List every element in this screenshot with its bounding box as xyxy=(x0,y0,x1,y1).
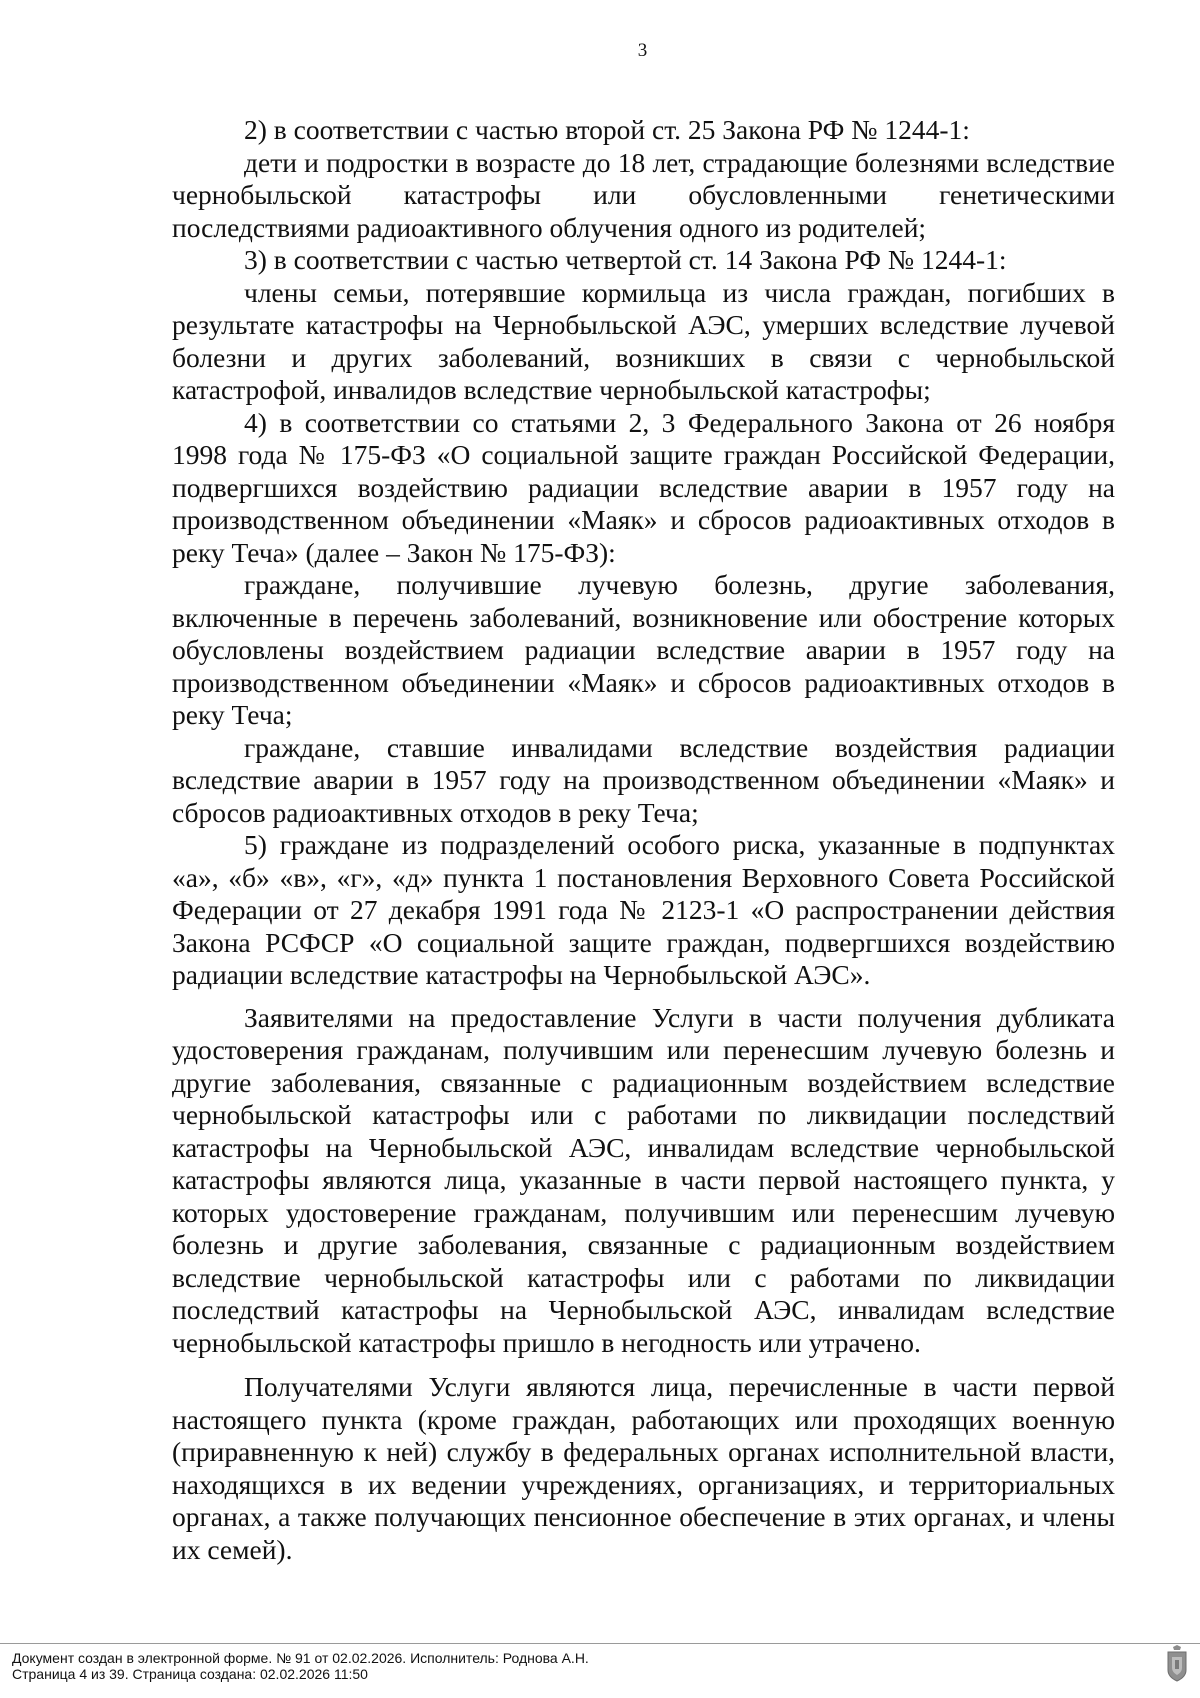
paragraph-disabled-citizens: граждане, ставшие инвалидами вследствие воздействия радиации вследствие аварии в 1957 году на производственном объединении «Маяк» и сбросов радиоактивных отходов в реку Теча; xyxy=(172,731,1115,828)
footer-document-info: Документ создан в электронной форме. № 91 от 02.02.2026. Исполнитель: Роднова А.Н. xyxy=(12,1650,589,1666)
paragraph-item-3: 3) в соответствии с частью четвертой ст. 14 Закона РФ № 1244-1: xyxy=(244,244,1007,275)
coat-of-arms-icon xyxy=(1164,1644,1190,1684)
paragraph-item-5: 5) граждане из подразделений особого риска, указанные в подпунктах «а», «б» «в», «г», «д» пункта 1 постановления Верховного Совета Российской Федерации от 27 декабря 1991 года № 2123-1 «О распространении действия Закона РСФСР «О социальной защите граждан, подвергшихся воздействию радиации вследствие катастрофы на Чернобыльской АЭС». xyxy=(172,829,1115,990)
page-number: 3 xyxy=(637,40,648,61)
paragraph-applicants-duplicate: Заявителями на предоставление Услуги в части получения дубликата удостоверения гражданам, получившим или перенесшим лучевую болезнь и другие заболевания, связанные с радиационным воздействием вследствие чернобыльской катастрофы или с работами по ликвидации последствий катастрофы на Чернобыльской АЭС, инвалидам вследствие чернобыльской катастрофы являются лица, указанные в части первой настоящего пункта, у которых удостоверение гражданам, получившим или перенесшим лучевую болезнь и другие заболевания, связанные с радиационным воздействием вследствие чернобыльской катастрофы или с работами по ликвидации последствий катастрофы на Чернобыльской АЭС, инвалидам вследствие чернобыльской катастрофы пришло в негодность или утрачено. xyxy=(172,1001,1115,1358)
document-body xyxy=(172,114,1115,1566)
paragraph-item-4: 4) в соответствии со статьями 2, 3 Федерального Закона от 26 ноября 1998 года № 175-ФЗ «О социальной защите граждан Российской Федерации, подвергшихся воздействию радиации вследствие аварии в 1957 году на производственном объединении «Маяк» и сбросов радиоактивных отходов в реку Теча» (далее – Закон № 175-ФЗ): xyxy=(172,406,1115,568)
paragraph-children: дети и подростки в возрасте до 18 лет, страдающие болезнями вследствие чернобыльской катастрофы или обусловленными генетическими последствиями радиоактивного облучения одного из родителей; xyxy=(172,146,1115,243)
footer-divider xyxy=(0,1643,1200,1644)
paragraph-item-2: 2) в соответствии с частью второй ст. 25 Закона РФ № 1244-1: xyxy=(244,114,970,145)
paragraph-service-recipients: Получателями Услуги являются лица, перечисленные в части первой настоящего пункта (кроме граждан, работающих или проходящих военную (приравненную к ней) службу в федеральных органах исполнительной власти, находящихся в их ведении учреждениях, организациях, и территориальных органах, а также получающих пенсионное обеспечение в этих органах, и члены их семей). xyxy=(172,1371,1115,1565)
document-footer xyxy=(12,1650,589,1682)
footer-page-info: Страница 4 из 39. Страница создана: 02.02.2026 11:50 xyxy=(12,1666,368,1682)
paragraph-family-members: члены семьи, потерявшие кормильца из числа граждан, погибших в результате катастрофы на Чернобыльской АЭС, умерших вследствие лучевой болезни и других заболеваний, возникших в связи с чернобыльской катастрофой, инвалидов вследствие чернобыльской катастрофы; xyxy=(172,276,1115,405)
paragraph-radiation-illness: граждане, получившие лучевую болезнь, другие заболевания, включенные в перечень заболеваний, возникновение или обострение которых обусловлены воздействием радиации вследствие аварии в 1957 году на производственном объединении «Маяк» и сбросов радиоактивных отходов в реку Теча; xyxy=(172,569,1115,730)
